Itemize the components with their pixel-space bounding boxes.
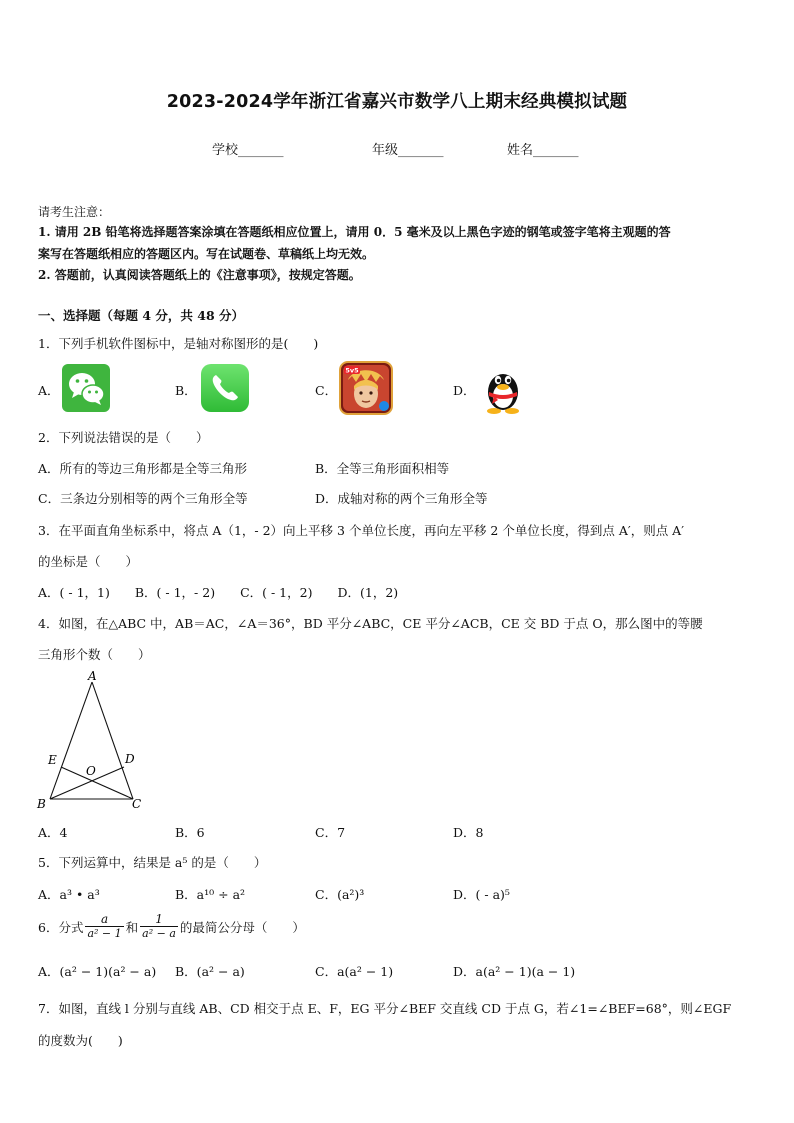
q5-option-d[interactable]: D．( - a)⁵ [453,887,510,902]
label-D: D [125,752,135,766]
q4-stem-line1: 4．如图，在△ABC 中，AB＝AC，∠A＝36°，BD 平分∠ABC，CE 平分∠ACB，CE 交 BD 于点 O，那么图中的等腰 [38,616,703,631]
q6-option-c[interactable]: C．a(a² − 1) [315,964,394,979]
wechat-icon [62,364,110,412]
section-heading: 一、选择题（每题 4 分，共 48 分） [38,308,245,323]
q6-fraction-2 [140,912,178,941]
q6-frac1-den: a² − 1 [87,927,122,940]
q5-stem: 5．下列运算中，结果是 a⁵ 的是（ ） [38,855,267,870]
q3-options[interactable]: A．( - 1，1) B．( - 1，- 2) C．( - 1，2) D．(1，2) [38,585,399,600]
notice-item-1b: 案写在答题纸相应的答题区内。写在试题卷、草稿纸上均无效。 [38,247,375,261]
q6-stem-pre: 6．分式 [38,919,84,935]
q5-option-a[interactable]: A．a³ • a³ [38,887,100,902]
label-E: E [48,753,57,767]
q3-stem-line2: 的坐标是（ ） [38,554,139,569]
q5-option-c[interactable]: C．(a²)³ [315,887,365,902]
name-field[interactable]: 姓名_______ [507,143,579,158]
q6-stem-post: 的最简公分母（ ） [179,919,305,935]
q4-option-c[interactable]: C．7 [315,825,346,840]
q6-option-d[interactable]: D．a(a² − 1)(a − 1) [453,964,576,979]
q3-stem-line1: 3．在平面直角坐标系中，将点 A（1，- 2）向上平移 3 个单位长度，再向左平移 2 个单位长度，得到点 A′，则点 A′ [38,523,685,538]
qq-penguin-icon [480,362,526,414]
q2-option-a[interactable]: A．所有的等边三角形都是全等三角形 [38,461,248,476]
svg-text:5v5: 5v5 [345,366,359,375]
notice-heading: 请考生注意： [38,205,111,219]
q5-option-b[interactable]: B．a¹⁰ ÷ a² [175,887,246,902]
label-A: A [88,669,97,683]
q6-frac2-num: 1 [155,912,163,926]
q4-option-a[interactable]: A．4 [38,825,68,840]
q1-option-c[interactable]: C． [315,383,338,398]
q4-option-d[interactable]: D．8 [453,825,484,840]
q6-stem-mid: 和 [125,919,139,935]
q6-option-a[interactable]: A．(a² − 1)(a² − a) [38,964,157,979]
q6-fraction-1 [85,912,123,941]
notice-item-1a: 1. 请用 2B 铅笔将选择题答案涂填在答题纸相应位置上，请用 0．5 毫米及以上黑色字迹的钢笔或签字笔将主观题的答 [38,225,671,239]
q7-stem-line1: 7．如图，直线 l 分别与直线 AB、CD 相交于点 E、F，EG 平分∠BEF 交直线 CD 于点 G，若∠1=∠BEF=68°，则∠EGF [38,1001,732,1016]
phone-icon [201,364,249,412]
q1-option-a[interactable]: A． [38,383,60,398]
triangle-figure [34,668,154,813]
grade-field[interactable]: 年级_______ [372,143,444,158]
q6-option-b[interactable]: B．(a² − a) [175,964,245,979]
q2-option-d[interactable]: D．成轴对称的两个三角形全等 [315,491,488,506]
q7-stem-line2: 的度数为( ) [38,1033,123,1048]
q2-option-b[interactable]: B．全等三角形面积相等 [315,461,450,476]
game-icon [338,360,394,416]
q2-option-c[interactable]: C．三条边分别相等的两个三角形全等 [38,491,248,506]
school-field[interactable]: 学校_______ [212,143,284,158]
page-title: 2023-2024学年浙江省嘉兴市数学八上期末经典模拟试题 [166,92,628,112]
q1-stem: 1．下列手机软件图标中，是轴对称图形的是( ) [38,336,319,351]
label-O: O [86,764,96,778]
q6-frac2-den: a² − a [142,927,176,940]
q6-stem [38,912,305,941]
label-C: C [132,797,142,811]
q6-frac1-num: a [100,912,109,926]
q1-option-b[interactable]: B． [175,383,197,398]
label-B: B [37,797,46,811]
q4-stem-line2: 三角形个数（ ） [38,647,151,662]
notice-item-2: 2. 答题前，认真阅读答题纸上的《注意事项》，按规定答题。 [38,268,361,282]
q2-stem: 2．下列说法错误的是（ ） [38,430,209,445]
q4-option-b[interactable]: B．6 [175,825,205,840]
q1-option-d[interactable]: D． [453,383,476,398]
